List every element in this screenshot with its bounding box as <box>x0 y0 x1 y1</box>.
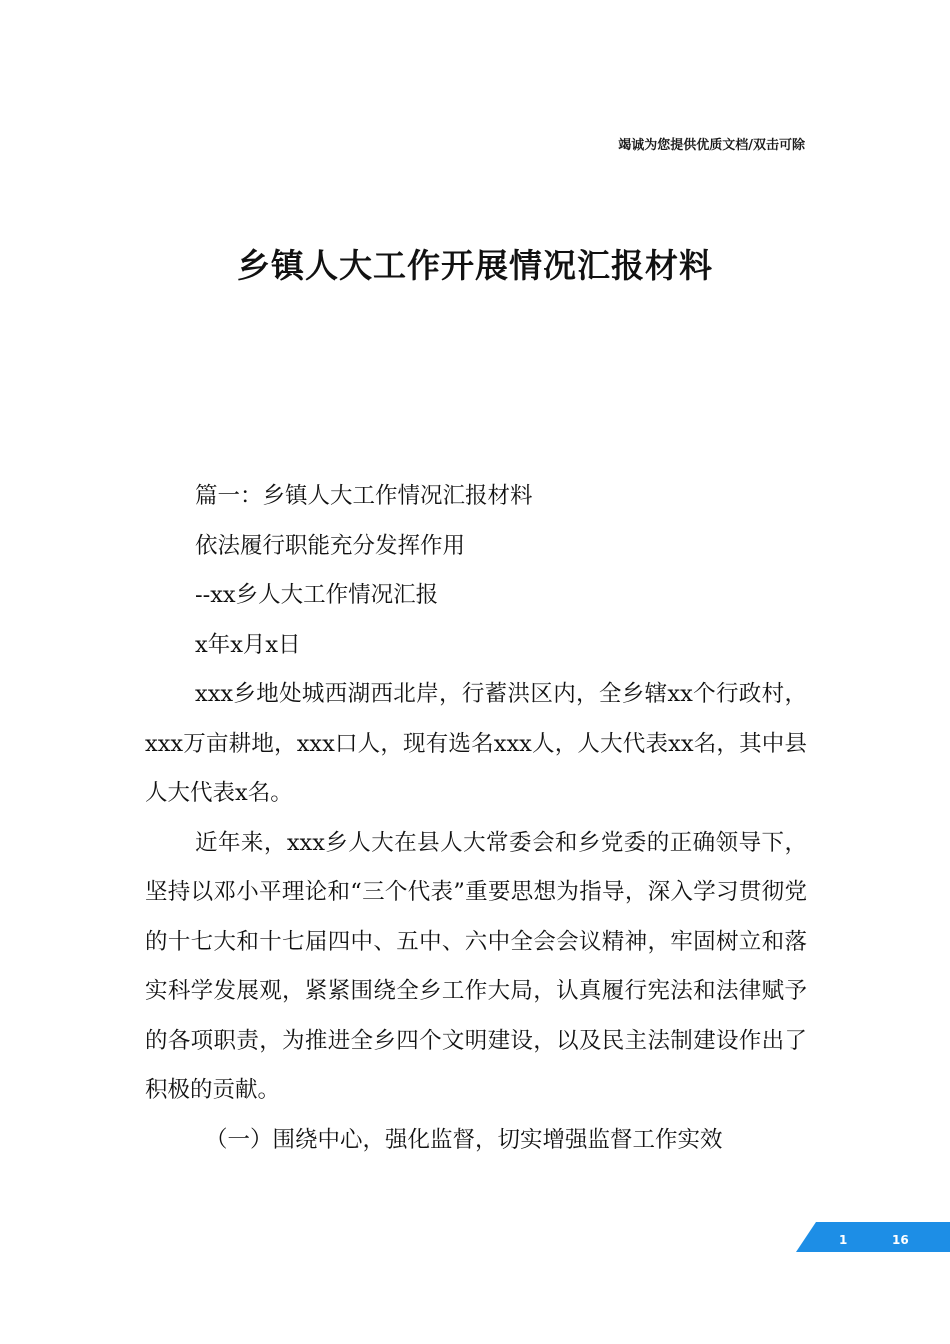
body-paragraph: xxx乡地处城西湖西北岸，行蓄洪区内，全乡辖xx个行政村，xxx万亩耕地，xxx口人，现有选名xxx人，人大代表xx名，其中县人大代表x名。 <box>145 681 807 806</box>
header-note: 竭诚为您提供优质文档/双击可除 <box>618 138 805 153</box>
page-indicator-badge <box>796 1222 950 1252</box>
sub-heading: （一）围绕中心，强化监督，切实增强监督工作实效 <box>205 1126 723 1153</box>
total-pages: 16 <box>892 1233 909 1247</box>
document-title: 乡镇人大工作开展情况汇报材料 <box>237 246 713 285</box>
section-heading: 篇一：乡镇人大工作情况汇报材料 <box>195 483 533 509</box>
report-date-line: x年x月x日 <box>195 631 301 658</box>
document-body <box>145 472 807 1165</box>
page-number: 1 <box>839 1233 848 1247</box>
body-paragraph: 近年来，xxx乡人大在县人大常委会和乡党委的正确领导下，坚持以邓小平理论和“三个代表”重要思想为指导，深入学习贯彻党的十七大和十七届四中、五中、六中全会会议精神，牢固树立和落实科学发展观，紧紧围绕全乡工作大局，认真履行宪法和法律赋予的各项职责，为推进全乡四个文明建设，以及民主法制建设作出了积极的贡献。 <box>145 829 807 1103</box>
report-subtitle-line: --xx乡人大工作情况汇报 <box>195 582 439 608</box>
report-title-line: 依法履行职能充分发挥作用 <box>195 532 466 559</box>
